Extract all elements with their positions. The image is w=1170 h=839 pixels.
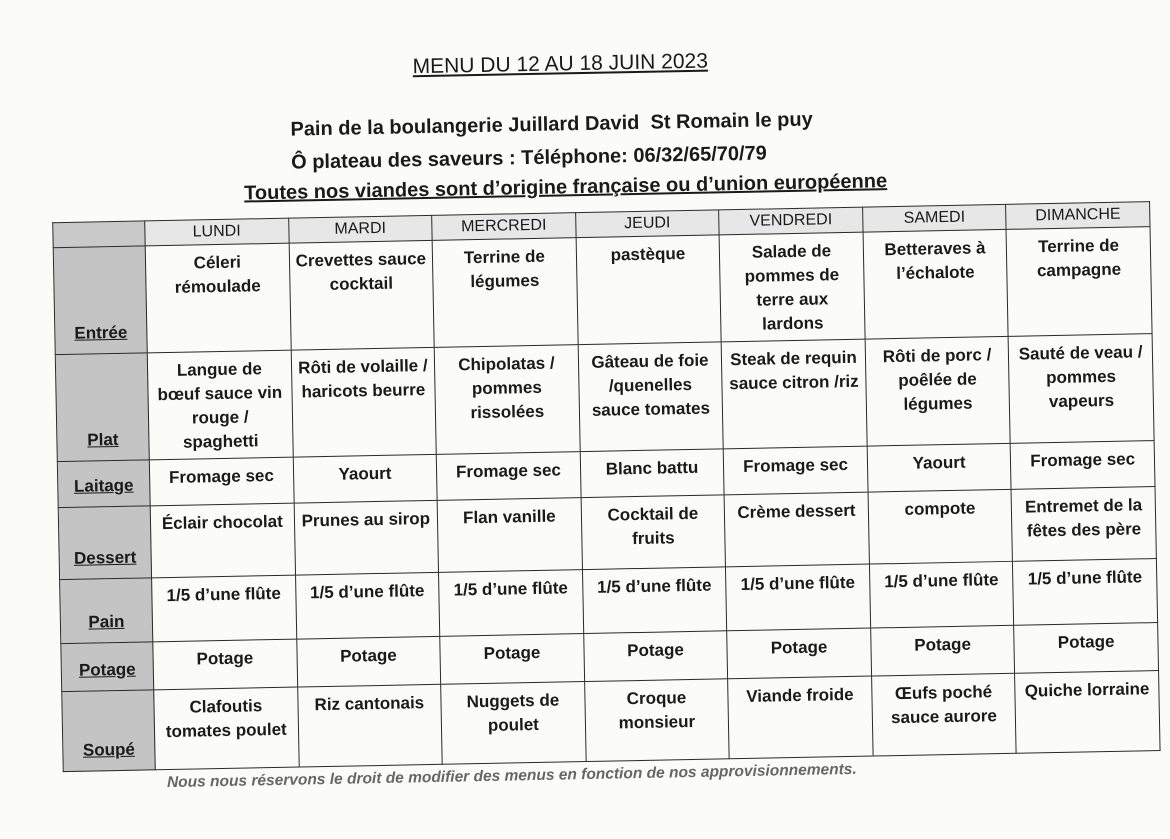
bakery-line: Pain de la boulangerie Juillard David St Romain le puy bbox=[290, 108, 813, 141]
menu-cell: Potage bbox=[440, 634, 584, 685]
menu-cell: Fromage sec bbox=[1011, 441, 1155, 490]
menu-cell: Fromage sec bbox=[436, 452, 580, 501]
menu-cell: Viande froide bbox=[728, 676, 873, 759]
row-label: Laitage bbox=[57, 460, 150, 508]
menu-cell: Potage bbox=[1014, 623, 1159, 674]
page-title: MENU DU 12 AU 18 JUIN 2023 bbox=[412, 49, 709, 79]
weekly-menu-table bbox=[52, 201, 1160, 772]
menu-cell: 1/5 d’une flûte bbox=[439, 570, 584, 637]
menu-cell: Céleri rémoulade bbox=[145, 243, 291, 353]
disclaimer-note: Nous nous réservons le droit de modifier des menus en fonction de nos approvisionnements. bbox=[166, 760, 857, 792]
day-header: DIMANCHE bbox=[1006, 202, 1150, 230]
menu-cell: Gâteau de foie /quenelles sauce tomates bbox=[578, 342, 724, 452]
row-label: Soupé bbox=[62, 690, 156, 772]
menu-cell: Nuggets de poulet bbox=[441, 682, 586, 765]
menu-cell: compote bbox=[868, 489, 1013, 564]
menu-cell: Rôti de volaille / haricots beurre bbox=[291, 347, 437, 457]
day-header: LUNDI bbox=[145, 218, 289, 246]
menu-cell: Croque monsieur bbox=[584, 679, 729, 762]
menu-cell: Yaourt bbox=[867, 443, 1011, 492]
menu-cell: Yaourt bbox=[293, 454, 437, 503]
menu-cell: Salade de pommes de terre aux lardons bbox=[719, 232, 865, 342]
menu-cell: Chipolatas / pommes rissolées bbox=[434, 345, 580, 455]
row-label: Plat bbox=[55, 353, 149, 462]
phone-line: Ô plateau des saveurs : Téléphone: 06/32/65/70/79 bbox=[290, 142, 768, 174]
menu-cell: Fromage sec bbox=[723, 446, 867, 495]
menu-cell: Betteraves à l’échalote bbox=[863, 229, 1009, 339]
menu-cell: Potage bbox=[583, 631, 727, 682]
menu-cell: Cocktail de fruits bbox=[581, 495, 726, 570]
menu-cell: Sauté de veau / pommes vapeurs bbox=[1008, 334, 1154, 444]
menu-cell: Blanc battu bbox=[580, 449, 724, 498]
menu-cell: Clafoutis tomates poulet bbox=[154, 687, 299, 770]
menu-cell: Entremet de la fêtes des père bbox=[1011, 487, 1156, 562]
menu-cell: 1/5 d’une flûte bbox=[869, 561, 1014, 628]
menu-cell: 1/5 d’une flûte bbox=[582, 567, 727, 634]
menu-cell: Éclair chocolat bbox=[150, 503, 295, 578]
menu-cell: pastèque bbox=[576, 235, 722, 345]
menu-cell: 1/5 d’une flûte bbox=[726, 564, 871, 631]
row-label: Dessert bbox=[58, 506, 151, 580]
menu-cell: Terrine de légumes bbox=[432, 238, 578, 348]
day-header: MARDI bbox=[288, 215, 432, 243]
menu-cell: Flan vanille bbox=[437, 498, 582, 573]
row-label: Entrée bbox=[53, 246, 147, 355]
supplier-info bbox=[290, 104, 814, 180]
menu-cell: Prunes au sirop bbox=[294, 500, 439, 575]
menu-cell: Potage bbox=[727, 628, 871, 679]
menu-cell: Terrine de campagne bbox=[1006, 227, 1152, 337]
menu-cell: Riz cantonais bbox=[297, 684, 442, 767]
day-header: JEUDI bbox=[575, 210, 719, 238]
menu-cell: Quiche lorraine bbox=[1015, 671, 1160, 754]
menu-cell: 1/5 d’une flûte bbox=[1013, 559, 1158, 626]
menu-row bbox=[55, 334, 1154, 462]
menu-cell: Potage bbox=[296, 636, 440, 687]
menu-cell: Potage bbox=[153, 639, 297, 690]
row-label: Potage bbox=[61, 642, 154, 692]
menu-cell: Steak de requin sauce citron /riz bbox=[721, 339, 867, 449]
menu-cell: Rôti de porc / poêlée de légumes bbox=[865, 336, 1011, 446]
menu-cell: Crème dessert bbox=[724, 492, 869, 567]
row-label: Pain bbox=[60, 578, 153, 644]
menu-cell: Œufs poché sauce aurore bbox=[871, 673, 1016, 756]
day-header: SAMEDI bbox=[862, 204, 1006, 232]
corner-cell bbox=[53, 221, 145, 248]
menu-cell: 1/5 d’une flûte bbox=[295, 572, 440, 639]
menu-cell: Potage bbox=[870, 625, 1014, 676]
menu-cell: Langue de bœuf sauce vin rouge / spaghetti bbox=[147, 350, 293, 460]
day-header: VENDREDI bbox=[719, 207, 863, 235]
origin-notice: Toutes nos viandes sont d’origine française ou d’union européenne bbox=[243, 170, 888, 205]
menu-cell: 1/5 d’une flûte bbox=[152, 575, 297, 642]
day-header: MERCREDI bbox=[432, 213, 576, 241]
menu-row bbox=[53, 227, 1152, 355]
menu-cell: Fromage sec bbox=[149, 457, 293, 506]
menu-cell: Crevettes sauce cocktail bbox=[289, 240, 435, 350]
